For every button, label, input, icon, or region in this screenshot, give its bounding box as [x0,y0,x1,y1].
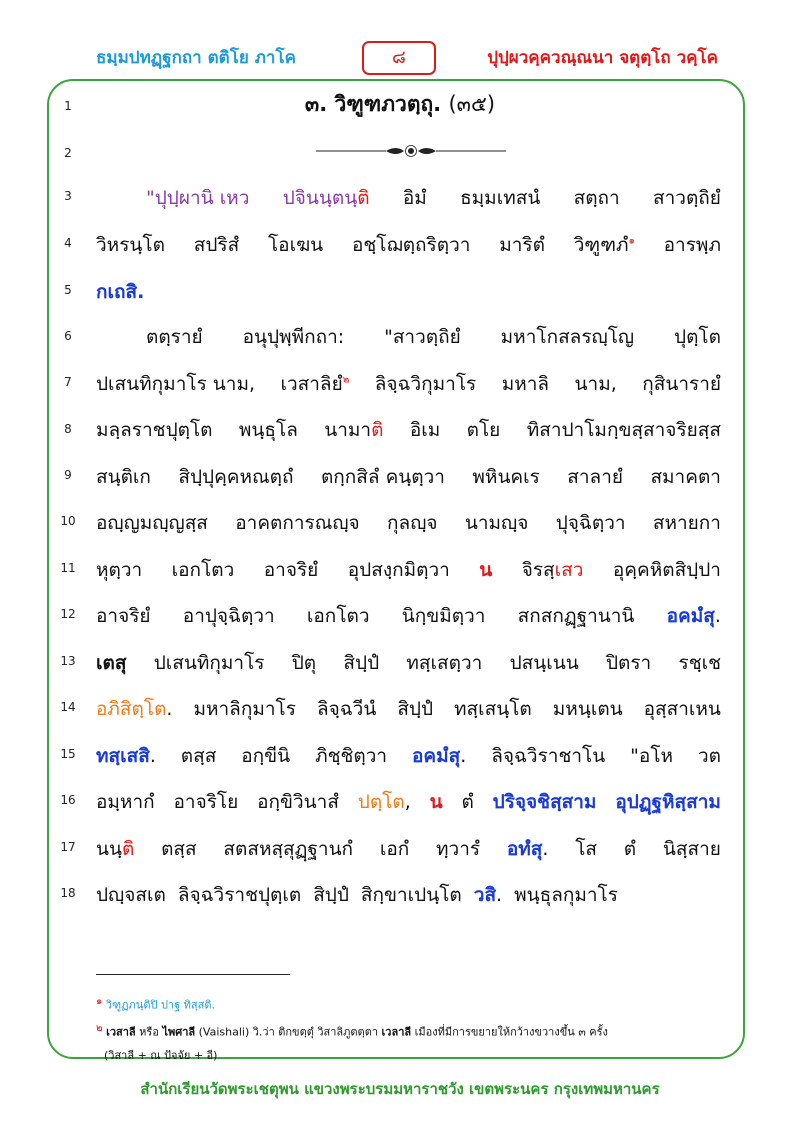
word: มหาลิกุมาโร [193,698,296,720]
text-line-17 [96,834,721,864]
word-part: อภิสิตฺโต [96,698,167,720]
word: สิปฺปุคฺคหณตฺถํ [178,466,294,488]
word-part: , [404,791,411,813]
word: เอกํ [379,838,410,860]
word: นาม, [574,373,617,395]
word: มาริตํ [499,234,545,256]
word-part: . [149,745,156,767]
word: อุคฺคหิตสิปฺปา [612,559,721,581]
footnote-marker: ๑ [628,235,635,247]
word: ตํ [623,838,637,860]
footnote-text: วิฑูฏภนฺติปิ ปาฐ ทิสฺสติ. [105,998,215,1012]
word: "อโห [630,745,674,767]
line-number: 18 [60,886,76,900]
word-part: . [460,745,467,767]
word-part: ติ [371,419,384,441]
word-part: . [496,884,503,906]
line-number: 16 [60,793,76,807]
text-line-16 [96,787,721,817]
word: ภิชฺชิตฺวา [315,745,388,767]
word: สนฺติเก [96,466,151,488]
word: โส [575,838,598,860]
text-line-9 [96,462,721,492]
line-number: 11 [60,561,76,575]
word: มหนฺเตน [552,698,623,720]
word: มลฺลราชปุตฺโต [96,419,213,441]
word: น [479,559,493,581]
word [358,787,411,817]
word: ปญฺจสเต [96,884,166,906]
word: ลิจฺฉวิราชปุตฺเต [177,884,302,906]
word: ตสฺส [180,745,217,767]
word: กุสินารายํ [642,373,721,395]
word-part: เสว [554,559,584,581]
line-number: 7 [64,375,72,389]
word: อิเม [409,419,441,441]
word [281,369,350,399]
header-chapter-title: ปุปฺผวคฺควณฺณนา จตุตฺโถ วคฺโค [487,48,718,68]
word: ตํ [461,791,474,813]
text-line-14 [96,694,721,724]
word-part: วสิ [473,884,497,906]
word: สิปฺปํ [397,698,434,720]
footnote-marker: ๒ [342,374,350,386]
word-part: . [714,605,721,627]
footnote-2-continuation: (วิสาลี + ณ ปัจจัย + อี) [104,1049,218,1062]
word: ทสฺเสนฺโต [454,698,532,720]
line-number: 14 [60,700,76,714]
line-number: 4 [64,236,72,250]
text-line-7 [96,369,721,399]
word: อาจริยํ [263,559,319,581]
word: ปุจฺฉิตฺวา [555,512,626,534]
word-part: วิฑูฑภํ [573,234,629,256]
word: กเถสิ. [96,281,145,303]
section-number: (๓๕) [448,92,496,116]
word: อมฺหากํ [96,791,155,813]
word [96,741,156,771]
word [474,880,502,910]
word: น [429,791,443,813]
word-part: . [166,698,173,720]
text-line-11 [96,555,721,585]
word: อาปุจฺฉิตฺวา [182,605,275,627]
text-line-18 [96,880,721,910]
footnote-text: (Vaishali) วิ.ว่า ติกขตฺตุํ วิสาลิภูตตฺตา [198,1025,379,1039]
footnote-term: เวสาลี [106,1025,136,1039]
word [96,834,134,864]
word-part: อทํสุ [506,838,543,860]
footnote-text: เมืองที่มีการขยายให้กว้างขวางขึ้น ๓ ครั้ง [414,1025,608,1039]
word: กุลญฺจ [387,512,438,534]
footnote-divider [96,974,290,975]
word: ปสนฺเนน [509,652,579,674]
line-number: 2 [64,146,72,160]
word: ตโย [466,419,501,441]
footnote-term: เวลาลี [381,1025,412,1039]
word: สหายกา [652,512,721,534]
word: อิมํ [402,187,427,209]
word: อุสฺสาเหน [643,698,721,720]
word [412,741,466,771]
text-line-15 [96,741,721,771]
word: ปิตุ [291,652,317,674]
word: อาคตการณญฺจ [235,512,360,534]
word: ปริจฺจชิสฺสาม [492,791,597,813]
word: พหินคเร [472,466,540,488]
word: ทฺวารํ [436,838,481,860]
word: ปุตฺโต [674,326,721,348]
word: ปเสนทิกุมาโร นาม, [96,373,256,395]
word: พนฺธุโล [238,419,298,441]
word-part: ติ [357,187,370,209]
text-line-5 [96,277,721,307]
word: รชฺเช [678,652,721,674]
word: "สาวตฺถิยํ [384,326,461,348]
text-line-12 [96,601,721,631]
word: อารพฺภ [663,234,721,256]
word-part: เวสาลิยํ [280,373,343,395]
word: สาวตฺถิยํ [653,187,721,209]
word: อชฺโฌตฺถริตฺวา [351,234,471,256]
text-line-8 [96,415,721,445]
word: ลิจฺฉวีนํ [316,698,377,720]
word: ลิจฺฉวิกุมาโร [374,373,477,395]
word [96,694,172,724]
word: อาจริยํ [96,605,151,627]
word-part: อคมํสุ [412,745,461,767]
word: อนุปุพฺพีกถา: [242,326,345,348]
word [574,230,635,260]
footnote-marker: ๒ [96,1023,103,1034]
word: มหาโกสลรญฺโญ [500,326,635,348]
word: เอกโตว [306,605,370,627]
line-number: 1 [64,99,72,113]
footnote-term: ไพศาลี [162,1025,196,1039]
header-book-title: ธมฺมปทฏฺฐกถา ตติโย ภาโค [96,48,296,68]
page-number-box: ๘ [362,41,436,75]
section-title-text: ๓. วิฑูฑภวตฺถุ. [304,92,442,116]
word: ตตฺรายํ [146,326,203,348]
section-title [80,88,720,121]
word: โอเฆน [267,234,324,256]
word: เอกโตว [171,559,235,581]
word: อญฺญมญฺญสฺส [96,512,208,534]
word: นิกฺขมิตฺวา [401,605,486,627]
word: ตกฺกสิลํ คนฺตฺวา [320,466,445,488]
word: เตสุ [96,652,127,674]
word-part: ปจินนฺตนฺ [282,187,358,209]
word: ทิสาปาโมกฺขสฺสาจริยสฺส [526,419,721,441]
word-part: . [542,838,549,860]
word: หุตฺวา [96,559,143,581]
line-number: 10 [60,514,76,528]
footnote-text: หรือ [139,1025,159,1039]
decorative-divider-icon [316,144,506,158]
word [522,555,584,585]
word: ปเสนทิกุมาโร [153,652,265,674]
word: สิปฺปํ [343,652,380,674]
text-line-10 [96,508,721,538]
line-number: 3 [64,189,72,203]
word-part: ทสฺเสสิ [96,745,150,767]
word: วต [697,745,721,767]
page-footer: สำนักเรียนวัดพระเชตุพน แขวงพระบรมมหาราชวัง เขตพระนคร กรุงเทพมหานคร [140,1080,660,1098]
word-part: จิรสฺ [521,559,555,581]
footnote-marker: ๑ [96,996,103,1007]
word: สปริสํ [193,234,240,256]
word: วิหรนฺโต [96,234,165,256]
word: นิสฺสาย [662,838,721,860]
word: "ปุปฺผานิ เหว [146,187,250,209]
line-number: 5 [64,283,72,297]
word: อกฺขิวินาสํ [257,791,339,813]
line-number: 9 [64,468,72,482]
word [324,415,383,445]
text-line-13 [96,648,721,678]
line-number: 6 [64,329,72,343]
word: ลิจฺฉวิราชาโน [491,745,606,767]
word: อุปฏฺฐหิสฺสาม [615,791,721,813]
word-part: นามา [324,419,372,441]
line-number: 12 [60,607,76,621]
word: พนฺธุลกุมาโร [514,884,618,906]
word [667,601,721,631]
text-line-4 [96,230,721,260]
word: สิปฺปํ [313,884,349,906]
word: อุปสงฺกมิตฺวา [347,559,450,581]
line-number: 15 [60,747,76,761]
word: สาลายํ [567,466,623,488]
word: นามญฺจ [464,512,529,534]
word: อกฺขีนิ [241,745,291,767]
word: ทสฺเสตฺวา [406,652,483,674]
word: สมาคตา [650,466,721,488]
word: สตฺถา [573,187,620,209]
footnote-2 [96,1021,608,1041]
word: ปิตรา [605,652,652,674]
line-number: 13 [60,654,76,668]
text-line-6 [146,322,721,352]
word: สิกฺขาเปนฺโต [360,884,462,906]
line-number: 17 [60,840,76,854]
word-part: ปตฺโต [357,791,405,813]
word: ตสฺส [161,838,197,860]
word: สตสหสฺสุฏฺฐานกํ [223,838,354,860]
word [507,834,549,864]
word: อาจริโย [173,791,239,813]
line-number: 8 [64,422,72,436]
word: ธมฺมเทสนํ [460,187,541,209]
word [283,183,370,213]
word-part: อคมํสุ [666,605,715,627]
word: สกสกฏฺฐานานิ [517,605,635,627]
word: มหาลิ [501,373,550,395]
word-part: นนฺ [96,838,122,860]
text-line-3 [146,183,721,213]
word-part: ติ [121,838,135,860]
footnote-1 [96,994,215,1014]
